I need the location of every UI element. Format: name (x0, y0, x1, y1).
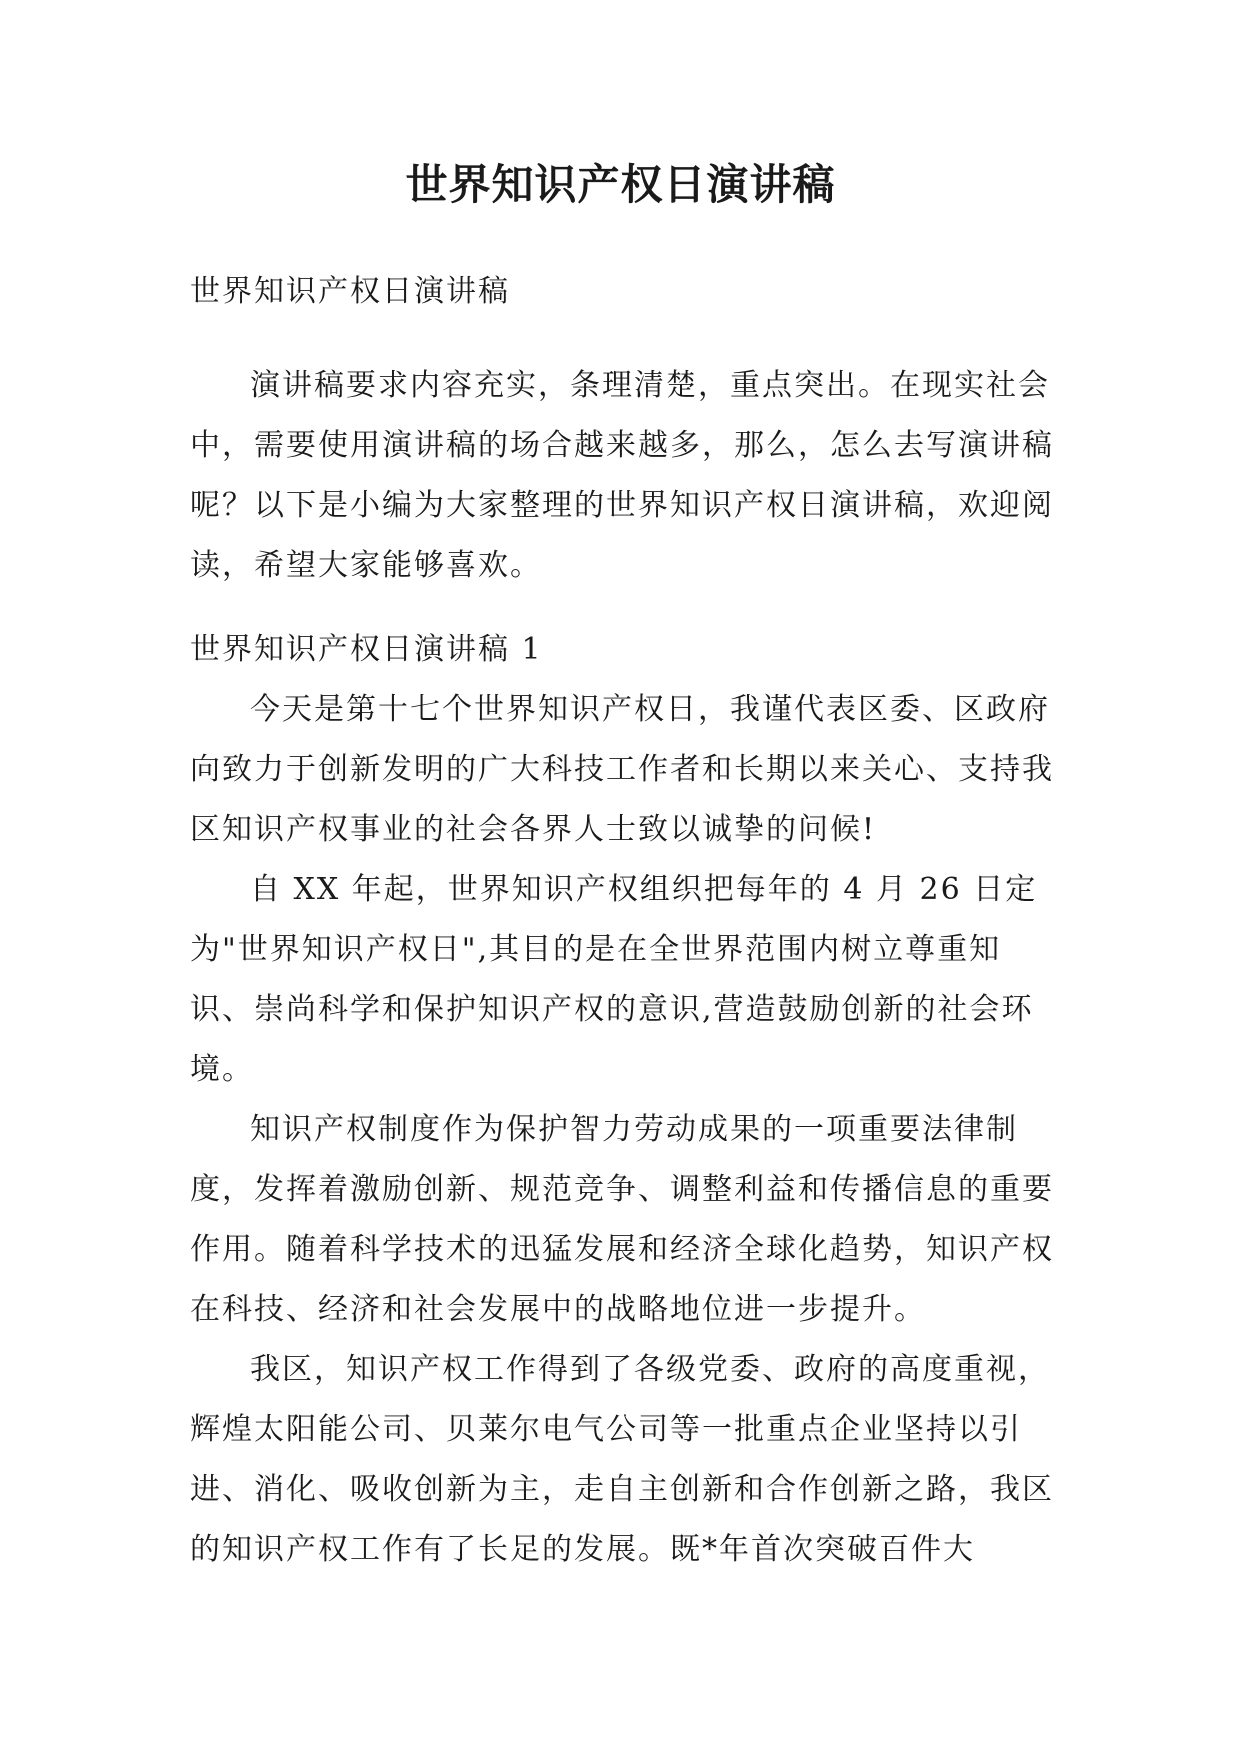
intro-paragraph: 演讲稿要求内容充实，条理清楚，重点突出。在现实社会中，需要使用演讲稿的场合越来越多，那么，怎么去写演讲稿呢？以下是小编为大家整理的世界知识产权日演讲稿，欢迎阅读，希望大家能够喜欢。 (190, 368, 1054, 583)
document-subtitle: 世界知识产权日演讲稿 (190, 274, 510, 309)
section-body (190, 680, 1060, 1580)
body-paragraph-2: 自 XX 年起，世界知识产权组织把每年的 4 月 26 日定为"世界知识产权日",其目的是在全世界范围内树立尊重知识、崇尚科学和保护知识产权的意识,营造鼓励创新的社会环境。 (190, 872, 1038, 1087)
section-heading-1: 世界知识产权日演讲稿 1 (190, 632, 543, 667)
body-paragraph-1: 今天是第十七个世界知识产权日，我谨代表区委、区政府向致力于创新发明的广大科技工作者和长期以来关心、支持我区知识产权事业的社会各界人士致以诚挚的问候! (190, 692, 1054, 847)
document-title: 世界知识产权日演讲稿 (405, 160, 836, 209)
body-paragraph-3: 知识产权制度作为保护智力劳动成果的一项重要法律制度，发挥着激励创新、规范竞争、调整利益和传播信息的重要作用。随着科学技术的迅猛发展和经济全球化趋势，知识产权在科技、经济和社会发展中的战略地位进一步提升。 (190, 1112, 1054, 1327)
body-paragraph-4: 我区，知识产权工作得到了各级党委、政府的高度重视，辉煌太阳能公司、贝莱尔电气公司等一批重点企业坚持以引进、消化、吸收创新为主，走自主创新和合作创新之路，我区的知识产权工作有了长足的发展。既*年首次突破百件大 (190, 1352, 1054, 1567)
